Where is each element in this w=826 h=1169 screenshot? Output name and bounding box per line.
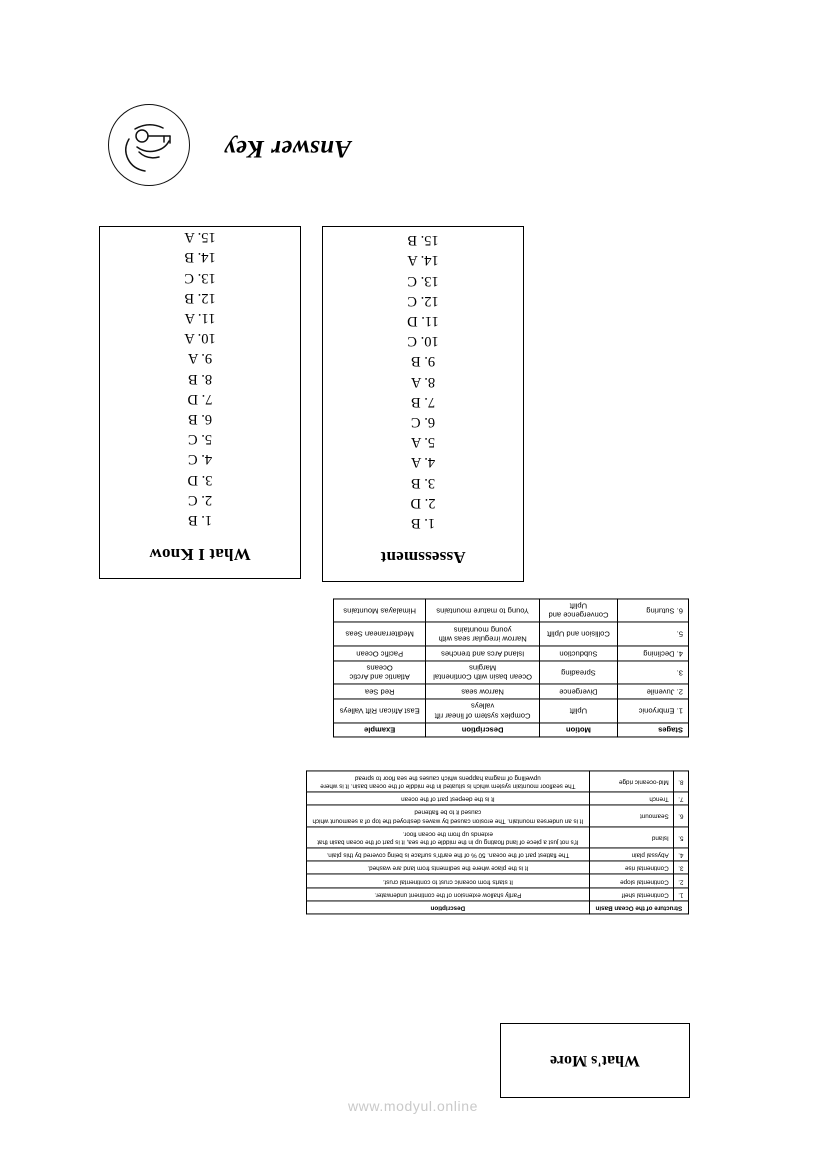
list-item: 14. A [407, 252, 439, 269]
key-in-circle-icon [108, 104, 190, 186]
list-item: 5. C [187, 431, 213, 448]
what-i-know-answer-list [100, 227, 300, 530]
cell-motion: Collision and Uplift [539, 622, 617, 646]
cell-motion: Uplift [539, 699, 617, 723]
cell-name: Seamount [589, 805, 673, 826]
table-row [334, 622, 689, 646]
cell-example: Red Sea [334, 684, 426, 698]
list-item: 7. B [410, 393, 436, 410]
cell-number: 3. [673, 861, 688, 874]
cell-name: Continental rise [589, 861, 673, 874]
cell-description: It's not just a piece of land floating up in the middle of the sea, it is part of the ocean basin that extends up from the ocean floor. [307, 827, 590, 848]
cell-stage: 2. Juvenile [618, 684, 689, 698]
cell-description: Partly shallow extension of the continent underwater. [307, 888, 590, 901]
table-row [307, 827, 689, 848]
cell-number: 7. [673, 792, 688, 805]
table-row [307, 888, 689, 901]
cell-description: It starts from oceanic crust to continental crust. [307, 874, 590, 887]
table-row [307, 805, 689, 826]
cell-motion: Spreading [539, 661, 617, 685]
list-item: 3. D [187, 471, 213, 488]
table-row [334, 661, 689, 685]
table-header-row [334, 723, 689, 737]
list-item: 6. B [187, 410, 213, 427]
cell-description: Ocean basin with Continental Margins [426, 661, 540, 685]
cell-example: Atlantic and Arctic Oceans [334, 661, 426, 685]
cell-example: Himalayas Mountains [334, 599, 426, 623]
column-header: Example [334, 723, 426, 737]
cell-number: 1. [673, 888, 688, 901]
list-item: 3. B [410, 474, 436, 491]
list-item: 4. A [410, 454, 436, 471]
stages-table [333, 598, 689, 737]
list-item: 13. C [407, 272, 439, 289]
table-header-row [307, 901, 689, 914]
list-item: 4. C [187, 451, 213, 468]
watermark: www.modyul.online [347, 1098, 479, 1114]
list-item: 5. A [410, 434, 436, 451]
whats-more-box [500, 1023, 690, 1098]
list-item: 8. A [410, 373, 436, 390]
cell-stage: 1. Embryonic [618, 699, 689, 723]
list-item: 11. D [407, 312, 439, 329]
list-item: 2. D [410, 494, 436, 511]
cell-name: Abyssal plain [589, 848, 673, 861]
table-row [307, 848, 689, 861]
cell-description: The flattest part of the ocean. 50 % of the earth's surface is being covered by this plain. [307, 848, 590, 861]
page-title: Answer Key [224, 135, 351, 162]
cell-number: 4. [673, 848, 688, 861]
table-row [334, 599, 689, 623]
list-item: 9. A [187, 350, 213, 367]
cell-example: Mediterranean Seas [334, 622, 426, 646]
list-item: 8. B [187, 370, 213, 387]
what-i-know-answer-box [99, 226, 301, 579]
list-item: 14. B [184, 249, 216, 266]
ocean-basin-structure-table [306, 770, 689, 914]
whats-more-heading: What's More [550, 1052, 640, 1070]
list-item: 6. C [410, 413, 436, 430]
cell-description: Young to mature mountains [426, 599, 540, 623]
cell-number: 8. [673, 771, 688, 792]
what-i-know-heading: What I Know [149, 545, 251, 564]
list-item: 10. A [184, 330, 216, 347]
cell-description: Complex system of linear rift valleys [426, 699, 540, 723]
cell-example: East African Rift Valleys [334, 699, 426, 723]
cell-description: It is the deepest part of the ocean [307, 792, 590, 805]
cell-description: It is an undersea mountain. The erosion caused by waves destroyed the top of a seamount which caused it to be flattened [307, 805, 590, 826]
column-header: Stages [618, 723, 689, 737]
column-header: Description [307, 901, 590, 914]
list-item: 1. B [410, 515, 436, 531]
table-row [334, 646, 689, 660]
cell-motion: Subduction [539, 646, 617, 660]
list-item: 10. C [407, 333, 439, 350]
assessment-heading: Assessment [380, 548, 466, 567]
cell-description: Narrow irregular seas with young mountains [426, 622, 540, 646]
cell-stage: 4. Declining [618, 646, 689, 660]
cell-description: Island Arcs and trenches [426, 646, 540, 660]
cell-name: Island [589, 827, 673, 848]
cell-description: It is the place where the sediments from land are washed. [307, 861, 590, 874]
table-row [334, 684, 689, 698]
list-item: 7. D [187, 390, 213, 407]
cell-description: The seafloor mountain system which is situated in the middle of the ocean basin. It is where upwelling of magma happens which causes the sea floor to spread [307, 771, 590, 792]
table-row [334, 699, 689, 723]
cell-motion: Convergence and Uplift [539, 599, 617, 623]
list-item: 13. C [184, 269, 216, 286]
list-item: 1. B [187, 512, 213, 528]
cell-name: Mid-oceanic ridge [589, 771, 673, 792]
cell-motion: Divergence [539, 684, 617, 698]
cell-stage: 5. [618, 622, 689, 646]
table-row [307, 861, 689, 874]
list-item: 9. B [410, 353, 436, 370]
cell-example: Pacific Ocean [334, 646, 426, 660]
answer-key-header [108, 104, 508, 194]
list-item: 2. C [187, 491, 213, 508]
cell-stage: 3. [618, 661, 689, 685]
table-row [307, 874, 689, 887]
table-row [307, 792, 689, 805]
list-item: 12. C [407, 292, 439, 309]
list-item: 12. B [184, 289, 216, 306]
cell-name: Continental slope [589, 874, 673, 887]
assessment-answer-box [322, 226, 524, 582]
cell-name: Trench [589, 792, 673, 805]
cell-name: Continental shelf [589, 888, 673, 901]
cell-number: 6. [673, 805, 688, 826]
list-item: 15. A [184, 229, 216, 246]
column-header: Structure of the Ocean Basin [589, 901, 688, 914]
cell-stage: 6. Suturing [618, 599, 689, 623]
list-item: 15. B [407, 232, 439, 249]
assessment-answer-list [323, 230, 523, 533]
table-row [307, 771, 689, 792]
cell-number: 2. [673, 874, 688, 887]
list-item: 11. A [184, 309, 216, 326]
column-header: Motion [539, 723, 617, 737]
cell-description: Narrow seas [426, 684, 540, 698]
column-header: Description [426, 723, 540, 737]
cell-number: 5. [673, 827, 688, 848]
